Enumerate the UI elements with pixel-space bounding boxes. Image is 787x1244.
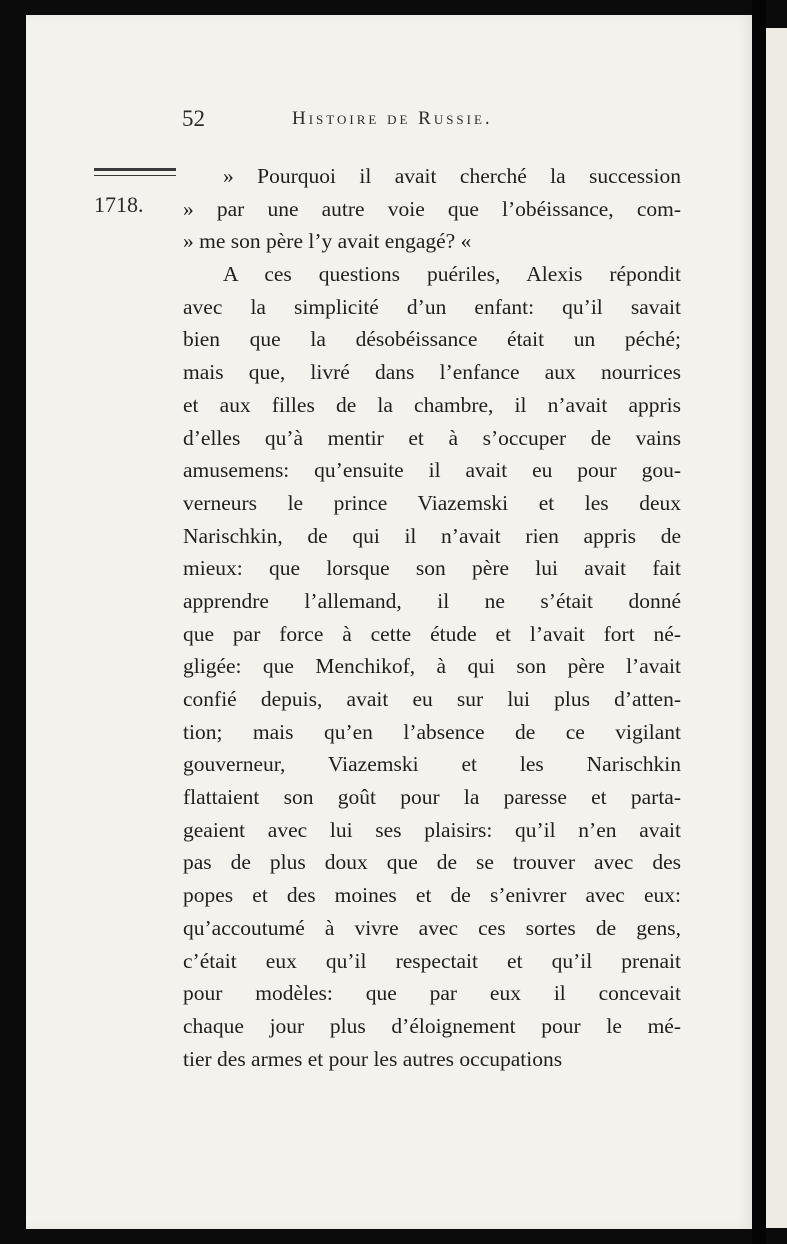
text-line: mieux: que lorsque son père lui avait fait — [183, 556, 681, 581]
text-line: bien que la désobéissance était un péché; — [183, 327, 681, 352]
text-line: tier des armes et pour les autres occupations — [183, 1046, 563, 1071]
text-line: d’elles qu’à mentir et à s’occuper de vains — [183, 425, 681, 450]
text-line: chaque jour plus d’éloignement pour le mé- — [183, 1013, 681, 1038]
book-gutter — [752, 0, 766, 1244]
page-header — [182, 106, 602, 138]
text-line: et aux filles de la chambre, il n’avait appris — [183, 392, 681, 417]
margin-rule — [94, 168, 176, 176]
text-line: confié depuis, avait eu sur lui plus d’atten- — [183, 687, 681, 711]
text-line: A ces questions puériles, Alexis répondit — [223, 262, 681, 287]
body-text — [183, 160, 681, 1075]
text-line: gligée: que Menchikof, à qui son père l’avait — [183, 654, 681, 679]
text-line: » par une autre voie que l’obéissance, com- — [183, 196, 681, 221]
text-line: tion; mais qu’en l’absence de ce vigilant — [183, 719, 681, 744]
adjacent-page-edge — [766, 28, 787, 1228]
text-line: amusemens: qu’ensuite il avait eu pour gou- — [183, 458, 681, 483]
running-title: Histoire de Russie. — [292, 108, 493, 129]
text-line: pour modèles: que par eux il concevait — [183, 981, 681, 1006]
text-line: Narischkin, de qui il n’avait rien appris de — [183, 523, 681, 548]
text-line: pas de plus doux que de se trouver avec des — [183, 850, 681, 875]
margin-year: 1718. — [94, 192, 144, 217]
text-line: » Pourquoi il avait cherché la succession — [223, 164, 681, 188]
text-line: » me son père l’y avait engagé? « — [183, 229, 472, 254]
text-line: que par force à cette étude et l’avait fort né- — [183, 621, 681, 646]
page-number: 52 — [182, 106, 205, 131]
text-line: qu’accoutumé à vivre avec ces sortes de gens, — [183, 915, 681, 940]
text-line: avec la simplicité d’un enfant: qu’il savait — [183, 294, 681, 319]
text-line: mais que, livré dans l’enfance aux nourrices — [183, 360, 681, 385]
text-line: popes et des moines et de s’enivrer avec eux: — [183, 883, 681, 908]
text-line: apprendre l’allemand, il ne s’était donné — [183, 588, 681, 613]
text-line: gouverneur, Viazemski et les Narischkin — [183, 752, 681, 777]
text-line: geaient avec lui ses plaisirs: qu’il n’en avait — [183, 817, 681, 842]
text-line: flattaient son goût pour la paresse et parta- — [183, 785, 681, 810]
text-line: verneurs le prince Viazemski et les deux — [183, 490, 681, 515]
text-line: c’était eux qu’il respectait et qu’il prenait — [183, 948, 681, 973]
